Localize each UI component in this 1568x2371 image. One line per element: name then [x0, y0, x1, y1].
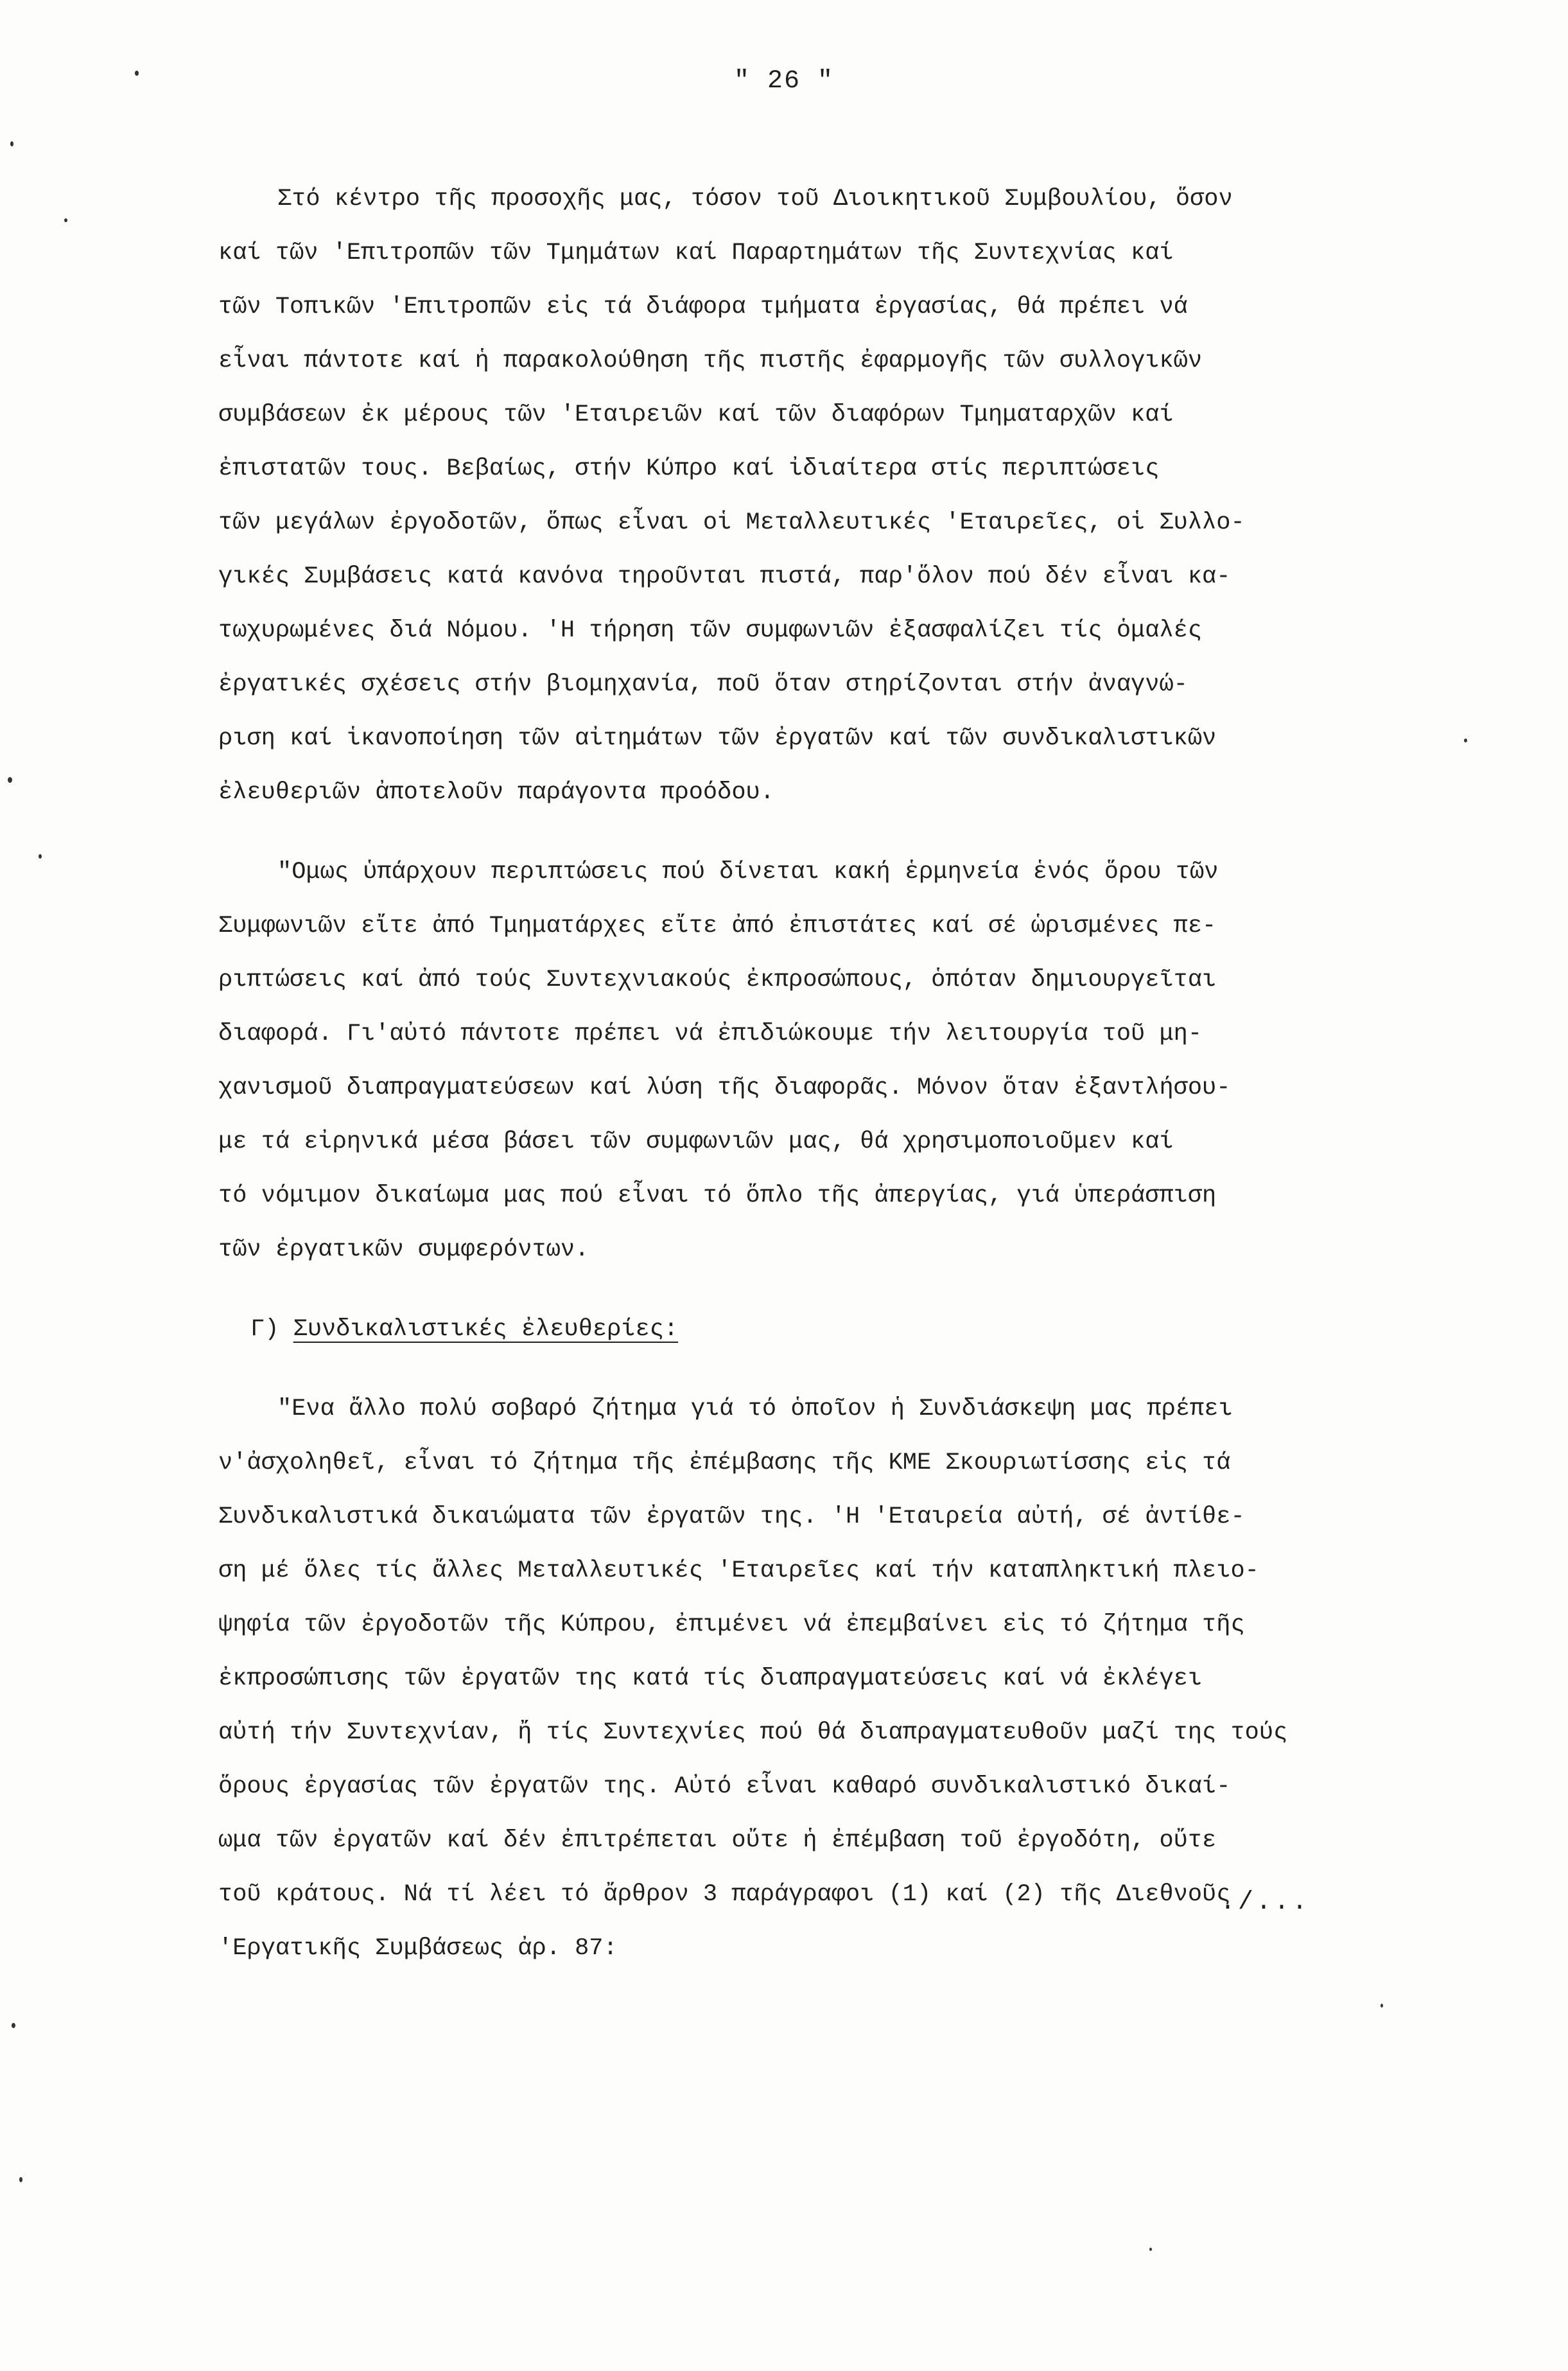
scan-speck: [39, 854, 42, 859]
text-line: ση μέ ὅλες τίς ἄλλες Μεταλλευτικές 'Εταιρεῖες καί τήν καταπληκτική πλειο-: [218, 1557, 1259, 1584]
text-line: "Ενα ἄλλο πολύ σοβαρό ζήτημα γιά τό ὁποῖον ἡ Συνδιάσκεψη μας πρέπει: [277, 1395, 1233, 1422]
scan-speck: [1381, 2004, 1383, 2008]
paragraph-1: [218, 172, 1425, 819]
scan-speck: [8, 777, 12, 783]
text-line: ν'ἀσχοληθεῖ, εἶναι τό ζήτημα τῆς ἐπέμβασης τῆς ΚΜΕ Σκουριωτίσσης εἰς τά: [218, 1449, 1231, 1476]
paragraph-2: [218, 845, 1425, 1277]
text-line: αὐτή τήν Συντεχνίαν, ἤ τίς Συντεχνίες πού θά διαπραγματευθοῦν μαζί της τούς: [218, 1719, 1288, 1746]
text-line: ψηφία τῶν ἐργοδοτῶν τῆς Κύπρου, ἐπιμένει νά ἐπεμβαίνει εἰς τό ζήτημα τῆς: [218, 1611, 1245, 1638]
scan-speck: [64, 218, 67, 222]
paragraph-gap: [218, 819, 1425, 845]
text-line: ἐργατικές σχέσεις στήν βιομηχανία, ποῦ ὅταν στηρίζονται στήν ἀναγνώ-: [218, 671, 1188, 698]
continuation-mark: ./...: [1220, 1888, 1311, 1917]
text-line: Στό κέντρο τῆς προσοχῆς μας, τόσον τοῦ Διοικητικοῦ Συμβουλίου, ὅσον: [277, 186, 1233, 213]
document-body: [218, 172, 1425, 1975]
text-line: τῶν ἐργατικῶν συμφερόντων.: [218, 1236, 589, 1263]
scan-speck: [135, 71, 139, 76]
text-line: ριση καί ἱκανοποίηση τῶν αἰτημάτων τῶν ἐργατῶν καί τῶν συνδικαλιστικῶν: [218, 725, 1217, 752]
scan-speck: [19, 2177, 22, 2182]
text-line: "Ομως ὑπάρχουν περιπτώσεις πού δίνεται κακή ἑρμηνεία ἑνός ὅρου τῶν: [277, 859, 1219, 886]
text-line: διαφορά. Γι'αὐτό πάντοτε πρέπει νά ἐπιδιώκουμε τήν λειτουργία τοῦ μη-: [218, 1020, 1203, 1047]
text-line: τωχυρωμένες διά Νόμου. 'Η τήρηση τῶν συμφωνιῶν ἐξασφαλίζει τίς ὁμαλές: [218, 617, 1203, 644]
scan-speck: [1149, 2248, 1152, 2251]
page-number: " 26 ": [733, 67, 835, 96]
section-heading: [218, 1302, 1425, 1356]
text-line: εἶναι πάντοτε καί ἡ παρακολούθηση τῆς πιστῆς ἐφαρμογῆς τῶν συλλογικῶν: [218, 347, 1203, 374]
scan-speck: [1464, 739, 1467, 742]
text-line: χανισμοῦ διαπραγματεύσεων καί λύση τῆς διαφορᾶς. Μόνον ὅταν ἐξαντλήσου-: [218, 1074, 1231, 1101]
text-line: συμβάσεων ἐκ μέρους τῶν 'Εταιρειῶν καί τῶν διαφόρων Τμηματαρχῶν καί: [218, 401, 1174, 428]
section-heading-prefix: Γ): [250, 1316, 279, 1343]
paragraph-gap: [218, 1356, 1425, 1382]
text-line: ἐκπροσώπισης τῶν ἐργατῶν της κατά τίς διαπραγματεύσεις καί νά ἐκλέγει: [218, 1665, 1203, 1692]
paragraph-3: [218, 1382, 1425, 1975]
text-line: ὅρους ἐργασίας τῶν ἐργατῶν της. Αὐτό εἶναι καθαρό συνδικαλιστικό δικαί-: [218, 1773, 1231, 1800]
text-line: με τά εἰρηνικά μέσα βάσει τῶν συμφωνιῶν μας, θά χρησιμοποιοῦμεν καί: [218, 1128, 1174, 1155]
text-line: ἐλευθεριῶν ἀποτελοῦν παράγοντα προόδου.: [218, 779, 774, 806]
scan-speck: [12, 2023, 15, 2028]
section-heading-title: Συνδικαλιστικές ἐλευθερίες:: [293, 1316, 679, 1343]
paragraph-gap: [218, 1277, 1425, 1302]
text-line: καί τῶν 'Επιτροπῶν τῶν Τμημάτων καί Παραρτημάτων τῆς Συντεχνίας καί: [218, 240, 1174, 267]
text-line: γικές Συμβάσεις κατά κανόνα τηροῦνται πιστά, παρ'ὅλον πού δέν εἶναι κα-: [218, 563, 1231, 590]
text-line: ωμα τῶν ἐργατῶν καί δέν ἐπιτρέπεται οὔτε ἡ ἐπέμβαση τοῦ ἐργοδότη, οὔτε: [218, 1827, 1217, 1854]
scan-speck: [10, 141, 13, 146]
text-line: τοῦ κράτους. Νά τί λέει τό ἄρθρον 3 παράγραφοι (1) καί (2) τῆς Διεθνοῦς: [218, 1881, 1231, 1908]
text-line: ἐπιστατῶν τους. Βεβαίως, στήν Κύπρο καί ἰδιαίτερα στίς περιπτώσεις: [218, 455, 1160, 482]
text-line: 'Εργατικῆς Συμβάσεως ἀρ. 87:: [218, 1935, 618, 1962]
text-line: Συνδικαλιστικά δικαιώματα τῶν ἐργατῶν της. 'Η 'Εταιρεία αὐτή, σέ ἀντίθε-: [218, 1503, 1245, 1530]
text-line: τῶν μεγάλων ἐργοδοτῶν, ὅπως εἶναι οἱ Μεταλλευτικές 'Εταιρεῖες, οἱ Συλλο-: [218, 509, 1245, 536]
text-line: τῶν Τοπικῶν 'Επιτροπῶν εἰς τά διάφορα τμήματα ἐργασίας, θά πρέπει νά: [218, 293, 1188, 320]
text-line: Συμφωνιῶν εἴτε ἀπό Τμηματάρχες εἴτε ἀπό ἐπιστάτες καί σέ ὡρισμένες πε-: [218, 913, 1217, 940]
text-line: ριπτώσεις καί ἀπό τούς Συντεχνιακούς ἐκπροσώπους, ὁπόταν δημιουργεῖται: [218, 967, 1217, 993]
text-line: τό νόμιμον δικαίωμα μας πού εἶναι τό ὅπλο τῆς ἀπεργίας, γιά ὑπεράσπιση: [218, 1182, 1217, 1209]
